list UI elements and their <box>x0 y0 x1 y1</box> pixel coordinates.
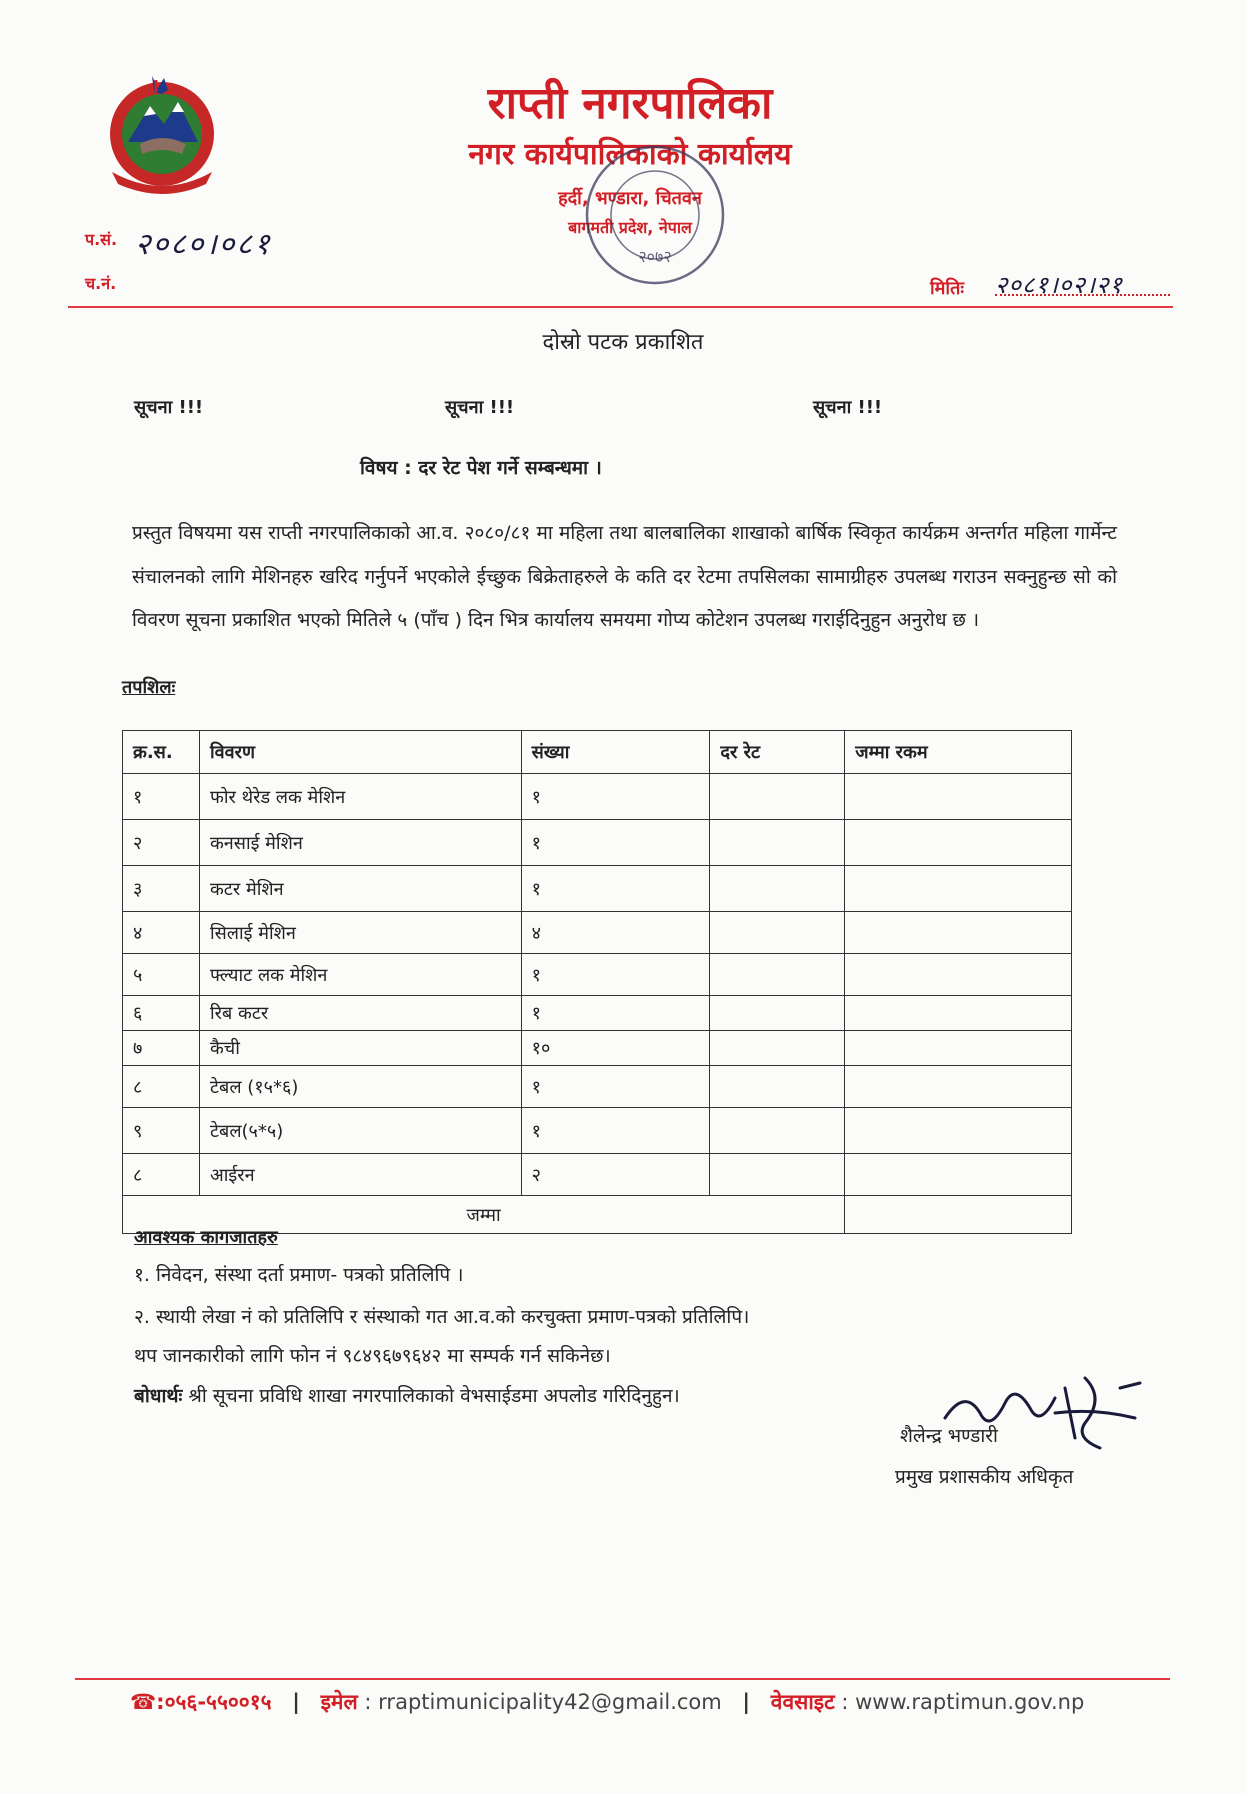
documents-heading: आवश्यक कागजातहरु <box>134 1227 278 1248</box>
date-value: २०८१।०२।२१ <box>995 271 1124 299</box>
row-qty: १ <box>521 820 710 866</box>
document-item-1: १. निवेदन, संस्था दर्ता प्रमाण- पत्रको प्रतिलिपि । <box>134 1264 464 1286</box>
signatory-name: शैलेन्द्र भण्डारी <box>900 1425 998 1447</box>
row-qty: २ <box>521 1154 710 1196</box>
footer-separator: | <box>742 1690 751 1714</box>
cc-label: बोधार्थः <box>134 1385 183 1407</box>
row-item: कैची <box>199 1031 521 1066</box>
row-amount <box>845 954 1072 996</box>
row-rate <box>710 996 845 1031</box>
row-sn: ८ <box>123 1154 200 1196</box>
signatory-title: प्रमुख प्रशासकीय अधिकृत <box>895 1466 1074 1488</box>
row-qty: १ <box>521 996 710 1031</box>
footer-website[interactable]: : www.raptimun.gov.np <box>841 1690 1085 1714</box>
footer-separator: | <box>292 1690 300 1714</box>
row-item: कटर मेशिन <box>199 866 521 912</box>
row-item: आईरन <box>199 1154 521 1196</box>
footer-contact <box>130 1688 1130 1716</box>
footer-email-label: इमेल <box>320 1690 358 1714</box>
row-qty: १ <box>521 1066 710 1108</box>
attention-1: सूचना !!! <box>134 397 204 418</box>
table-row <box>123 912 1072 954</box>
ref-no-value: २०८०।०८१ <box>135 227 272 262</box>
row-sn: १ <box>123 774 200 820</box>
footer-email[interactable]: : rraptimunicipality42@gmail.com <box>364 1690 722 1714</box>
org-name: राप्ती नगरपालिका <box>487 78 773 129</box>
table-header-row <box>123 731 1072 774</box>
row-qty: १ <box>521 866 710 912</box>
table-row <box>123 954 1072 996</box>
total-label: जम्मा <box>123 1196 845 1234</box>
row-qty: १० <box>521 1031 710 1066</box>
row-item: रिब कटर <box>199 996 521 1031</box>
row-rate <box>710 1108 845 1154</box>
nepal-emblem-icon <box>92 72 232 202</box>
footer-website-label: वेवसाइट <box>770 1690 835 1714</box>
row-rate <box>710 1154 845 1196</box>
col-qty-header: संख्या <box>521 731 710 774</box>
ref-no-label: प.सं. <box>85 230 118 249</box>
cc-text: श्री सूचना प्रविधि शाखा नगरपालिकाको वेभसाईडमा अपलोड गरिदिनुहुन। <box>182 1385 680 1407</box>
row-sn: २ <box>123 820 200 866</box>
row-amount <box>845 1154 1072 1196</box>
row-amount <box>845 1108 1072 1154</box>
table-row <box>123 820 1072 866</box>
attention-3: सूचना !!! <box>813 397 883 418</box>
table-row <box>123 996 1072 1031</box>
row-amount <box>845 912 1072 954</box>
row-amount <box>845 1031 1072 1066</box>
footer-divider <box>75 1678 1170 1680</box>
col-sn-header: क्र.स. <box>123 731 200 774</box>
address-line-1: हर्दी, भण्डारा, चितवन <box>558 188 702 209</box>
row-item: फ्ल्याट लक मेशिन <box>199 954 521 996</box>
schedule-label: तपशिलः <box>122 677 176 698</box>
row-qty: १ <box>521 1108 710 1154</box>
row-amount <box>845 820 1072 866</box>
row-sn: ३ <box>123 866 200 912</box>
row-rate <box>710 820 845 866</box>
row-rate <box>710 1031 845 1066</box>
row-sn: ६ <box>123 996 200 1031</box>
office-seal-stamp <box>580 140 730 290</box>
total-amount <box>845 1196 1072 1234</box>
row-sn: ८ <box>123 1066 200 1108</box>
row-amount <box>845 866 1072 912</box>
row-item: सिलाई मेशिन <box>199 912 521 954</box>
row-item: टेबल(५*५) <box>199 1108 521 1154</box>
office-name: नगर कार्यपालिकाको कार्यालय <box>468 137 792 172</box>
table-row <box>123 1108 1072 1154</box>
table-row <box>123 774 1072 820</box>
publication-note: दोस्रो पटक प्रकाशित <box>542 330 704 355</box>
row-rate <box>710 774 845 820</box>
row-item: फोर थेरेड लक मेशिन <box>199 774 521 820</box>
dispatch-no-label: च.नं. <box>85 274 117 293</box>
col-amount-header: जम्मा रकम <box>845 731 1072 774</box>
row-qty: १ <box>521 774 710 820</box>
date-label: मितिः <box>930 278 964 299</box>
row-sn: ९ <box>123 1108 200 1154</box>
row-sn: ७ <box>123 1031 200 1066</box>
row-rate <box>710 912 845 954</box>
row-sn: ५ <box>123 954 200 996</box>
row-item: कनसाई मेशिन <box>199 820 521 866</box>
telephone-icon: ☎ <box>130 1690 157 1714</box>
row-qty: १ <box>521 954 710 996</box>
table-row <box>123 1154 1072 1196</box>
cc-line <box>134 1384 680 1408</box>
row-amount <box>845 996 1072 1031</box>
header-divider <box>68 306 1173 308</box>
subject-line: विषय : दर रेट पेश गर्ने सम्बन्धमा । <box>360 457 602 479</box>
table-row <box>123 1066 1072 1108</box>
address-line-2: बागमती प्रदेश, नेपाल <box>568 218 692 237</box>
row-rate <box>710 866 845 912</box>
row-amount <box>845 1066 1072 1108</box>
date-dotted-line <box>995 294 1170 296</box>
row-amount <box>845 774 1072 820</box>
document-item-2: २. स्थायी लेखा नं को प्रतिलिपि र संस्थाको गत आ.व.को करचुक्ता प्रमाण-पत्रको प्रतिलिपि। <box>134 1306 750 1328</box>
row-qty: ४ <box>521 912 710 954</box>
row-item: टेबल (१५*६) <box>199 1066 521 1108</box>
table-row <box>123 866 1072 912</box>
col-item-header: विवरण <box>199 731 521 774</box>
contact-line: थप जानकारीको लागि फोन नं ९८४९६७९६४२ मा सम्पर्क गर्न सकिनेछ। <box>134 1345 611 1367</box>
notice-body: प्रस्तुत विषयमा यस राप्ती नगरपालिकाको आ.व. २०८०/८१ मा महिला तथा बालबालिका शाखाको बार्षिक स्विकृत कार्यक्रम अन्तर्गत महिला गार्मेन्ट संचालनको लागि मेशिनहरु खरिद गर्नुपर्ने भएकोले ईच्छुक बिक्रेताहरुले के कति दर रेटमा तपसिलका सामाग्रीहरु उपलब्ध गराउन सक्नुहुन्छ सो को विवरण सूचना प्रकाशित भएको मितिले ५ (पाँच ) दिन भित्र कार्यालय समयमा गोप्य कोटेशन उपलब्ध गराईदिनुहुन अनुरोध छ । <box>132 522 1118 631</box>
items-table <box>122 730 1072 1234</box>
signature-mark <box>935 1368 1150 1463</box>
footer-phone: :०५६-५५००१५ <box>156 1690 272 1714</box>
row-rate <box>710 954 845 996</box>
row-sn: ४ <box>123 912 200 954</box>
attention-2: सूचना !!! <box>445 397 515 418</box>
col-rate-header: दर रेट <box>710 731 845 774</box>
table-row <box>123 1031 1072 1066</box>
row-rate <box>710 1066 845 1108</box>
seal-year: २०७२ <box>638 247 672 266</box>
